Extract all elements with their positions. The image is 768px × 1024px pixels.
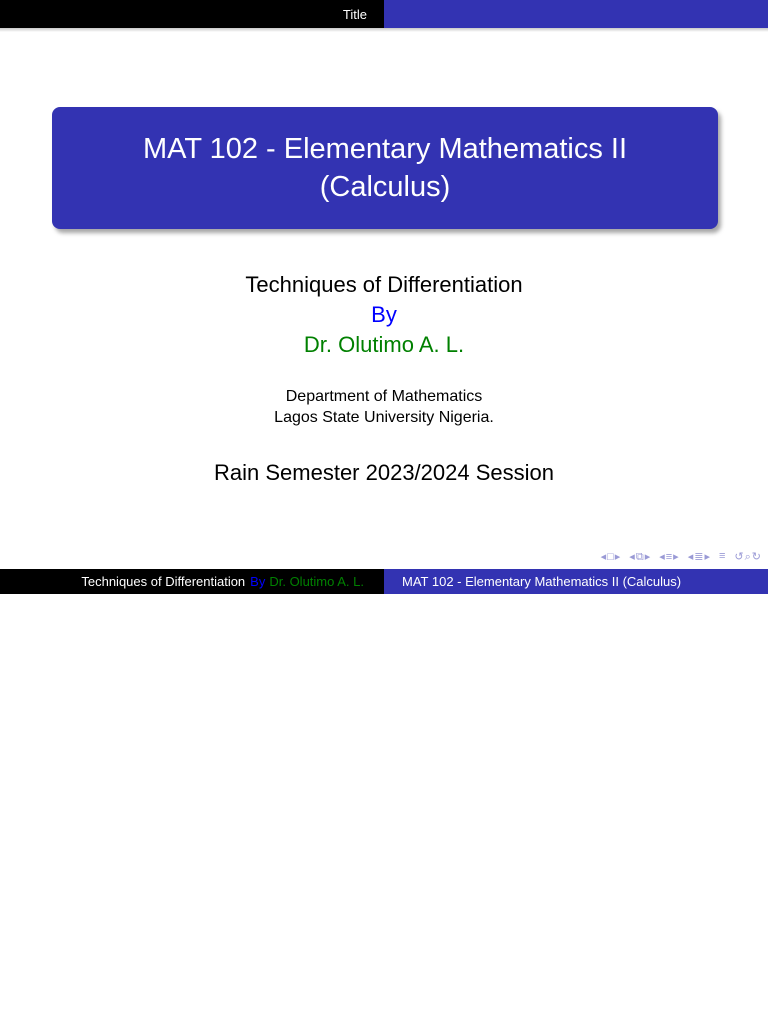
header-bar [0, 0, 768, 28]
section-next-icon[interactable]: ▸ [673, 551, 680, 563]
by-label: By [371, 302, 397, 327]
date: Rain Semester 2023/2024 Session [214, 460, 554, 485]
institute-block [0, 386, 768, 428]
institute-line-1: Department of Mathematics [285, 388, 483, 405]
frame-next-icon[interactable]: ▸ [614, 551, 622, 563]
footer-short-title[interactable]: Techniques of Differentiation [81, 574, 246, 589]
author: Dr. Olutimo A. L. [303, 332, 465, 357]
subsection-next-icon[interactable]: ▸ [644, 551, 652, 563]
frame-icon[interactable]: □ [607, 551, 615, 563]
subtitle-block [0, 270, 768, 360]
appendix-icon[interactable]: ≡ [718, 550, 727, 562]
footer-author: Dr. Olutimo A. L. [269, 574, 364, 589]
title-box [52, 107, 718, 229]
title-line-2: (Calculus) [319, 171, 451, 203]
header-subsection-area [384, 0, 768, 28]
section-icon[interactable]: ≡ [665, 551, 674, 563]
footer-by-label: By [250, 574, 266, 589]
footer-course-title: MAT 102 - Elementary Mathematics II (Calculus) [402, 574, 682, 589]
frame-nav [601, 550, 622, 564]
search-icon[interactable]: ↺⌕↻ [734, 551, 762, 563]
header-section-title[interactable]: Title [0, 0, 384, 28]
subsection-nav [629, 550, 651, 564]
frame-prev-icon[interactable]: ◂ [600, 551, 608, 563]
header-shadow [0, 28, 768, 32]
navigation-symbols [601, 550, 762, 564]
footer-bar [0, 569, 768, 594]
subsection-icon[interactable]: ⧉ [635, 551, 645, 563]
document-prev-icon[interactable]: ◂ [687, 551, 695, 563]
document-nav [688, 550, 711, 564]
title-line-1: MAT 102 - Elementary Mathematics II [142, 133, 628, 165]
institute-line-2: Lagos State University Nigeria. [274, 409, 494, 426]
document-icon[interactable]: ≣ [694, 551, 705, 563]
section-prev-icon[interactable]: ◂ [659, 551, 666, 563]
document-next-icon[interactable]: ▸ [704, 551, 711, 563]
subtitle: Techniques of Differentiation [245, 272, 523, 297]
footer-left [0, 569, 384, 594]
subsection-prev-icon[interactable]: ◂ [629, 551, 636, 563]
footer-right [384, 569, 768, 594]
section-nav [659, 550, 679, 564]
